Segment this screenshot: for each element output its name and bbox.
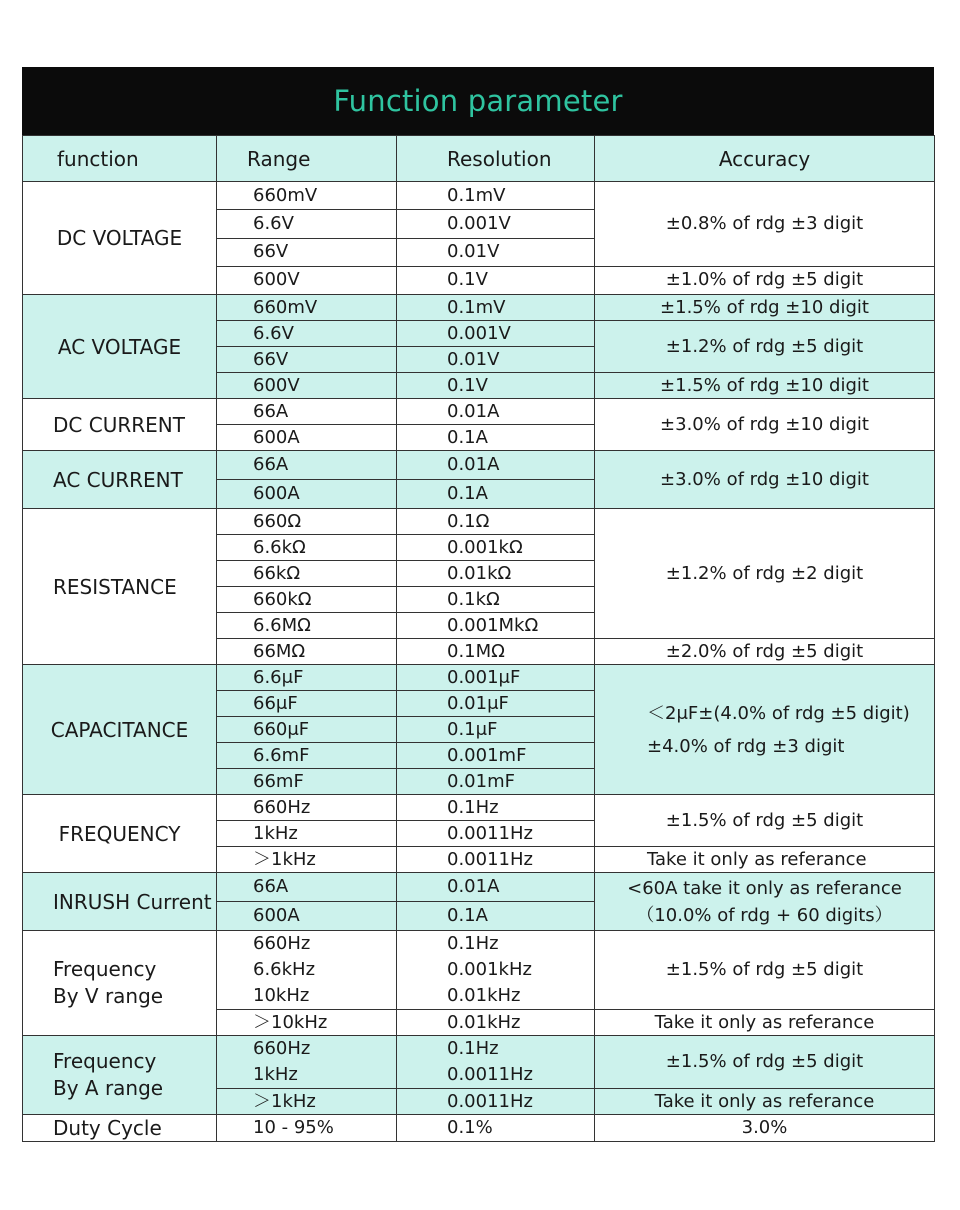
header-resolution: Resolution [397, 136, 595, 182]
resolution-cell: 0.01A [397, 399, 595, 425]
resolution-cell: 0.1A [397, 480, 595, 509]
range-cell: 66mF [217, 769, 397, 795]
accuracy-cell: ±1.2% of rdg ±2 digit [595, 509, 935, 639]
range-cell: 66MΩ [217, 639, 397, 665]
range-cell: 660Hz [217, 795, 397, 821]
spec-sheet [22, 67, 934, 1142]
resolution-cell: 0.001μF [397, 665, 595, 691]
header-range: Range [217, 136, 397, 182]
resolution-cell: 0.1A [397, 902, 595, 931]
accuracy-cell: Take it only as referance [595, 1089, 935, 1115]
range-cell: 66A [217, 399, 397, 425]
range-cell: 660mV [217, 182, 397, 210]
range-line: 660Hz [253, 1038, 311, 1059]
range-cell: 66A [217, 873, 397, 902]
function-line: By A range [53, 1076, 164, 1100]
accuracy-cell: ±1.5% of rdg ±5 digit [595, 931, 935, 1010]
function-duty-cycle: Duty Cycle [23, 1115, 217, 1142]
accuracy-cell: Take it only as referance [595, 847, 935, 873]
range-cell: 66V [217, 347, 397, 373]
function-capacitance: CAPACITANCE [23, 665, 217, 795]
range-cell: 66μF [217, 691, 397, 717]
range-cell: 660mV [217, 295, 397, 321]
range-cell: 600V [217, 266, 397, 294]
function-resistance: RESISTANCE [23, 509, 217, 665]
range-cell: 66kΩ [217, 561, 397, 587]
resolution-cell: 0.001V [397, 321, 595, 347]
function-dc-voltage: DC VOLTAGE [23, 182, 217, 295]
resolution-cell: 0.01V [397, 347, 595, 373]
resolution-cell: 0.001kΩ [397, 535, 595, 561]
table-row [23, 1036, 935, 1089]
resolution-cell: 0.01mF [397, 769, 595, 795]
resolution-cell: 0.1V [397, 373, 595, 399]
resolution-line: 0.01kHz [447, 985, 521, 1006]
parameter-table [22, 135, 935, 1142]
table-row [23, 931, 935, 1010]
header-accuracy: Accuracy [595, 136, 935, 182]
table-row [23, 295, 935, 321]
accuracy-cell: ±1.5% of rdg ±10 digit [595, 373, 935, 399]
table-row [23, 182, 935, 210]
resolution-cell: 0.1kΩ [397, 587, 595, 613]
range-cell: 10 - 95% [217, 1115, 397, 1142]
resolution-cell: 0.1MΩ [397, 639, 595, 665]
accuracy-line: ＜2μF±(4.0% of rdg ±5 digit) [647, 702, 910, 724]
accuracy-cell: ±2.0% of rdg ±5 digit [595, 639, 935, 665]
resolution-cell: 0.1V [397, 266, 595, 294]
accuracy-cell: Take it only as referance [595, 1010, 935, 1036]
table-row [23, 1115, 935, 1142]
table-row [23, 399, 935, 425]
table-row [23, 665, 935, 691]
function-dc-current: DC CURRENT [23, 399, 217, 451]
function-line: By V range [53, 984, 164, 1008]
range-cell: 6.6V [217, 210, 397, 238]
range-cell: 660Ω [217, 509, 397, 535]
accuracy-cell: ±1.5% of rdg ±10 digit [595, 295, 935, 321]
header-row [23, 136, 935, 182]
range-cell: 66V [217, 238, 397, 266]
function-ac-current: AC CURRENT [23, 451, 217, 509]
resolution-cell: 0.01μF [397, 691, 595, 717]
resolution-cell: 0.01V [397, 238, 595, 266]
table-row [23, 795, 935, 821]
range-cell: ＞1kHz [217, 847, 397, 873]
resolution-cell: 0.001mF [397, 743, 595, 769]
function-frequency-by-v [23, 931, 217, 1036]
function-ac-voltage: AC VOLTAGE [23, 295, 217, 399]
resolution-line: 0.0011Hz [447, 1064, 533, 1085]
range-cell: 660μF [217, 717, 397, 743]
accuracy-cell: ±1.0% of rdg ±5 digit [595, 266, 935, 294]
range-cell [217, 1036, 397, 1089]
range-cell: 1kHz [217, 821, 397, 847]
range-cell: ＞1kHz [217, 1089, 397, 1115]
resolution-cell: 0.0011Hz [397, 821, 595, 847]
function-frequency-by-a [23, 1036, 217, 1115]
resolution-cell: 0.1Ω [397, 509, 595, 535]
range-cell: 660kΩ [217, 587, 397, 613]
function-inrush-current: INRUSH Current [23, 873, 217, 931]
range-cell: 600A [217, 902, 397, 931]
resolution-cell: 0.001V [397, 210, 595, 238]
range-cell: 600A [217, 480, 397, 509]
accuracy-line: <60A take it only as referance [627, 877, 902, 899]
table-row [23, 451, 935, 480]
function-frequency: FREQUENCY [23, 795, 217, 873]
range-cell: 6.6mF [217, 743, 397, 769]
header-function: function [23, 136, 217, 182]
resolution-cell: 0.01kHz [397, 1010, 595, 1036]
resolution-line: 0.001kHz [447, 959, 532, 980]
range-line: 10kHz [253, 985, 310, 1006]
resolution-cell: 0.1μF [397, 717, 595, 743]
resolution-cell: 0.01kΩ [397, 561, 595, 587]
resolution-cell: 0.01A [397, 451, 595, 480]
accuracy-cell [595, 873, 935, 931]
resolution-cell: 0.1mV [397, 182, 595, 210]
accuracy-cell: 3.0% [595, 1115, 935, 1142]
page-title: Function parameter [22, 67, 934, 135]
resolution-cell [397, 1036, 595, 1089]
range-cell: 6.6μF [217, 665, 397, 691]
resolution-cell: 0.0011Hz [397, 1089, 595, 1115]
range-cell: 600V [217, 373, 397, 399]
range-cell: 6.6MΩ [217, 613, 397, 639]
resolution-cell: 0.001MkΩ [397, 613, 595, 639]
resolution-line: 0.1Hz [447, 1038, 499, 1059]
resolution-cell: 0.1mV [397, 295, 595, 321]
range-line: 1kHz [253, 1064, 298, 1085]
table-row [23, 873, 935, 902]
resolution-cell: 0.1A [397, 425, 595, 451]
accuracy-cell: ±1.5% of rdg ±5 digit [595, 1036, 935, 1089]
resolution-cell: 0.0011Hz [397, 847, 595, 873]
resolution-line: 0.1Hz [447, 933, 499, 954]
resolution-cell [397, 931, 595, 1010]
range-cell: 66A [217, 451, 397, 480]
function-line: Frequency [53, 1049, 157, 1073]
range-cell: 6.6kΩ [217, 535, 397, 561]
resolution-cell: 0.01A [397, 873, 595, 902]
resolution-cell: 0.1% [397, 1115, 595, 1142]
range-cell: 6.6V [217, 321, 397, 347]
function-line: Frequency [53, 957, 157, 981]
range-line: 660Hz [253, 933, 311, 954]
accuracy-cell: ±1.5% of rdg ±5 digit [595, 795, 935, 847]
range-cell: 600A [217, 425, 397, 451]
resolution-cell: 0.1Hz [397, 795, 595, 821]
range-cell [217, 931, 397, 1010]
accuracy-line: ±4.0% of rdg ±3 digit [647, 735, 845, 757]
accuracy-cell [595, 665, 935, 795]
range-cell: ＞10kHz [217, 1010, 397, 1036]
accuracy-cell: ±3.0% of rdg ±10 digit [595, 451, 935, 509]
accuracy-line: （10.0% of rdg + 60 digits） [636, 904, 893, 926]
accuracy-cell: ±0.8% of rdg ±3 digit [595, 182, 935, 267]
table-row [23, 509, 935, 535]
range-line: 6.6kHz [253, 959, 316, 980]
accuracy-cell: ±3.0% of rdg ±10 digit [595, 399, 935, 451]
accuracy-cell: ±1.2% of rdg ±5 digit [595, 321, 935, 373]
